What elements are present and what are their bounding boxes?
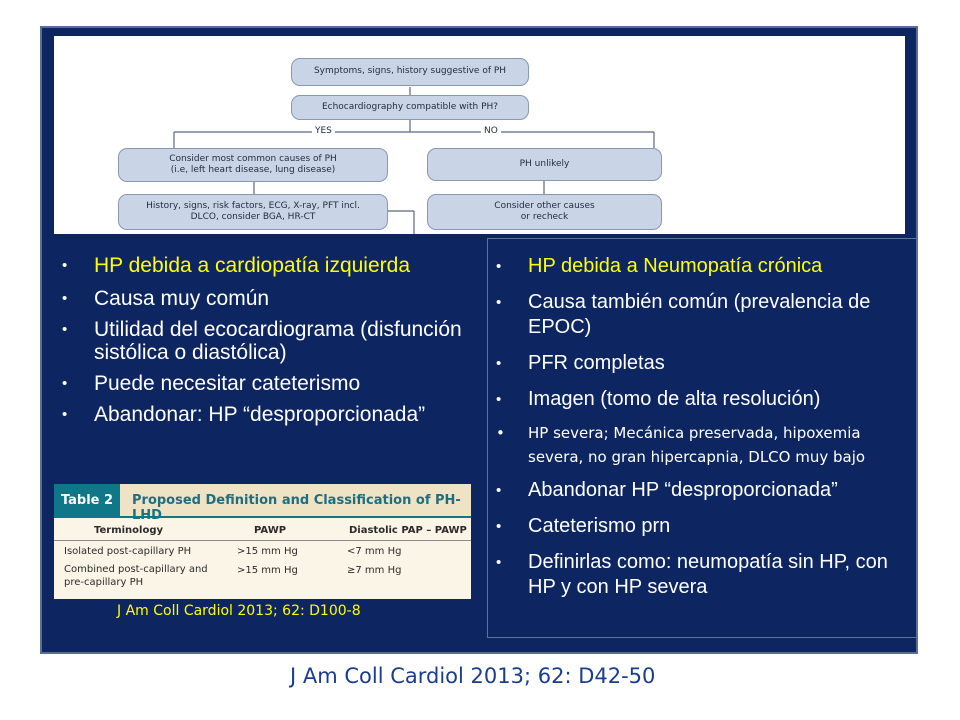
- flow-box-other-causes-line2: or recheck: [520, 212, 569, 222]
- left-bullet-2: • Causa muy común: [58, 287, 478, 310]
- flow-box-symptoms: [291, 58, 529, 86]
- right-bullet-1: • HP debida a Neumopatía crónica: [492, 254, 912, 279]
- table-row-1-diastolic: <7 mm Hg: [347, 546, 402, 557]
- right-bullet-8: • Definirlas como: neumopatía sin HP, con HP y con HP severa: [492, 550, 912, 600]
- table-2-rule-top: [54, 516, 471, 518]
- flow-box-ph-unlikely-text: PH unlikely: [519, 158, 570, 169]
- table-2-image: [54, 484, 471, 599]
- right-bullet-7: • Cateterismo prn: [492, 514, 912, 539]
- table-2-rule-mid: [54, 540, 471, 541]
- flow-box-echocardiography: [291, 95, 529, 120]
- table-2-tag: Table 2: [54, 484, 120, 516]
- table-header-pawp: PAWP: [254, 525, 287, 536]
- flow-label-yes: YES: [312, 126, 335, 136]
- flowchart-panel: [54, 36, 905, 234]
- flow-box-common-causes: [118, 148, 388, 182]
- table-row-1-pawp: >15 mm Hg: [237, 546, 298, 557]
- flow-box-common-causes-line1: Consider most common causes of PH: [169, 153, 337, 164]
- table-row-2-diastolic: ≥7 mm Hg: [347, 565, 402, 576]
- table-row-2-term: Combined post-capillary and pre-capillary PH: [64, 564, 208, 588]
- right-bullet-4: • Imagen (tomo de alta resolución): [492, 387, 912, 412]
- table-2-header: [54, 484, 471, 516]
- flow-box-other-causes: [427, 194, 662, 230]
- flow-box-ph-unlikely: [427, 148, 662, 181]
- right-bullet-5: • HP severa; Mecánica preservada, hipoxemia severa, no gran hipercapnia, DLCO muy bajo: [492, 421, 912, 469]
- citation-main: J Am Coll Cardiol 2013; 62: D42-50: [290, 664, 656, 688]
- right-bullet-6: • Abandonar HP “desproporcionada”: [492, 478, 912, 503]
- left-bullet-4: • Puede necesitar cateterismo: [58, 372, 478, 395]
- left-bullet-list: [58, 254, 478, 426]
- left-bullet-5: • Abandonar: HP “desproporcionada”: [58, 403, 478, 426]
- right-bullet-list: [492, 254, 912, 600]
- table-row-1-term: Isolated post-capillary PH: [64, 546, 192, 557]
- left-bullet-3: • Utilidad del ecocardiograma (disfunción sistólica o diastólica): [58, 318, 478, 364]
- table-2-title: Proposed Definition and Classification of PH-: [132, 493, 461, 508]
- flow-box-history: [118, 194, 388, 230]
- flow-label-no: NO: [481, 126, 501, 136]
- flow-box-history-line1: History, signs, risk factors, ECG, X-ray, PFT incl.: [146, 200, 360, 211]
- flow-box-echo-text: Echocardiography compatible with PH?: [321, 101, 499, 112]
- flow-box-other-causes-line1: Consider other causes: [494, 200, 595, 211]
- table-row-2-pawp: >15 mm Hg: [237, 565, 298, 576]
- table-header-terminology: Terminology: [94, 525, 164, 536]
- flow-box-symptoms-text: Symptoms, signs, history suggestive of PH: [313, 66, 507, 77]
- left-bullet-1: • HP debida a cardiopatía izquierda: [58, 254, 478, 277]
- table-header-diastolic: Diastolic PAP – PAWP: [349, 525, 467, 536]
- right-bullet-2: • Causa también común (prevalencia de EPOC): [492, 290, 912, 340]
- flow-box-history-line2: DLCO, consider BGA, HR-CT: [190, 212, 316, 222]
- flow-box-common-causes-line2: (i.e, left heart disease, lung disease): [170, 165, 336, 175]
- citation-small: J Am Coll Cardiol 2013; 62: D100-8: [117, 603, 361, 619]
- right-bullet-3: • PFR completas: [492, 351, 912, 376]
